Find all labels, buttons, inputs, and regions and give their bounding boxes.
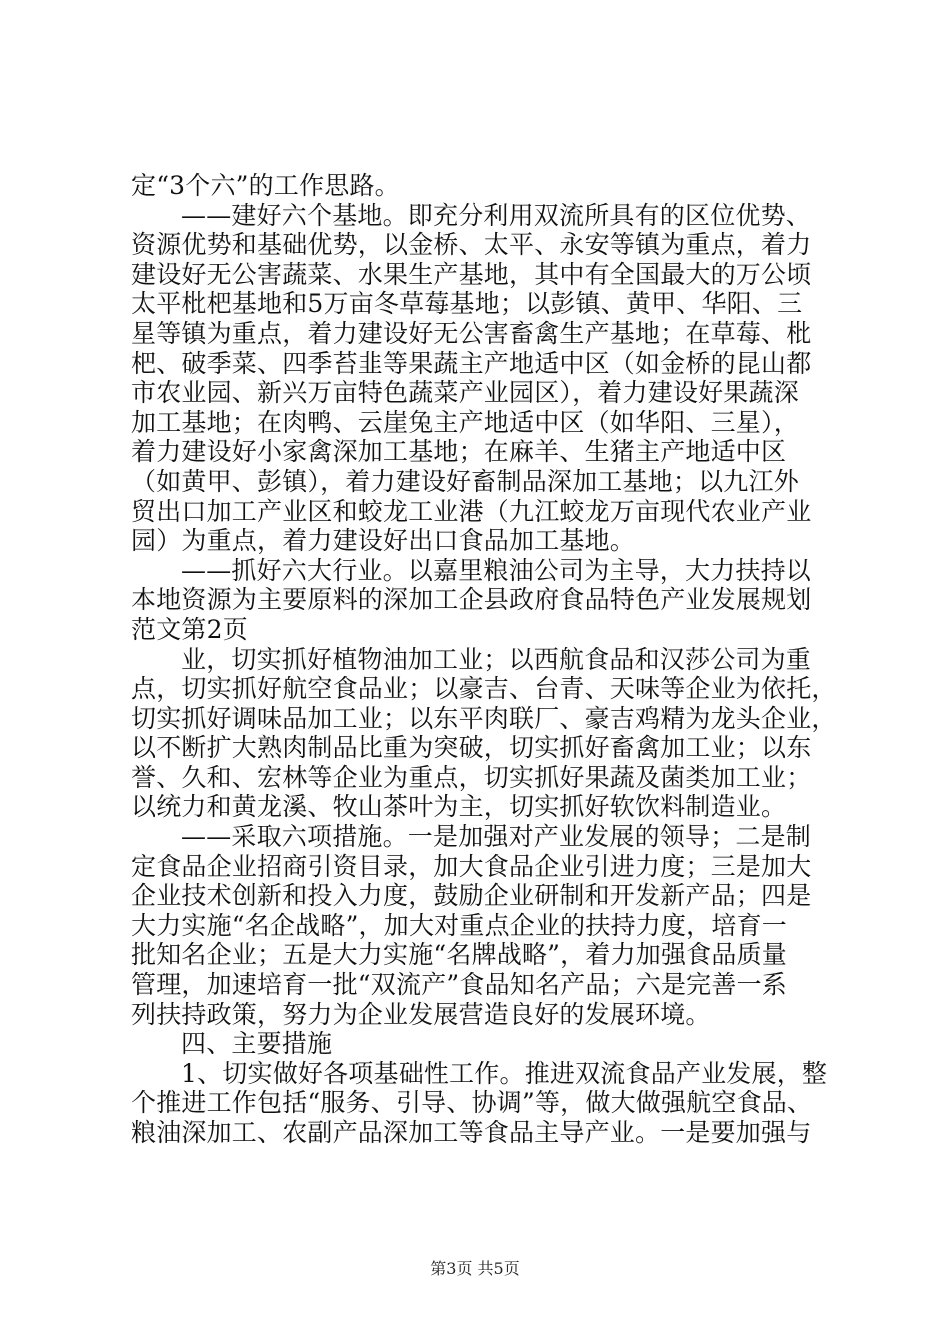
text-line: 资源优势和基础优势，以金桥、太平、永安等镇为重点，着力 [131, 230, 812, 260]
text-line: 本地资源为主要原料的深加工企县政府食品特色产业发展规划 [131, 585, 812, 615]
text-line: 市农业园、新兴万亩特色蔬菜产业园区），着力建设好果蔬深 [131, 378, 799, 408]
text-line: ——抓好六大行业。以嘉里粮油公司为主导，大力扶持以 [181, 555, 812, 585]
text-line: 园）为重点，着力建设好出口食品加工基地。 [131, 526, 636, 556]
text-line: 切实抓好调味品加工业；以东平肉联厂、豪吉鸡精为龙头企业， [131, 703, 837, 733]
page-footer: 第3页 共5页 [430, 1259, 520, 1278]
text-line: 太平枇杷基地和5万亩冬草莓基地；以彭镇、黄甲、华阳、三 [131, 289, 803, 319]
text-line: 杷、破季菜、四季苔韭等果蔬主产地适中区（如金桥的昆山都 [131, 348, 812, 378]
text-line: 以不断扩大熟肉制品比重为突破，切实抓好畜禽加工业；以东 [131, 733, 812, 763]
text-line: ——建好六个基地。即充分利用双流所具有的区位优势、 [181, 200, 812, 230]
text-line: 定食品企业招商引资目录，加大食品企业引进力度；三是加大 [131, 851, 812, 881]
text-line: 批知名企业；五是大力实施“名牌战略”，着力加强食品质量 [131, 940, 787, 970]
text-line: 建设好无公害蔬菜、水果生产基地，其中有全国最大的万公顷 [131, 259, 812, 289]
text-line: 业，切实抓好植物油加工业；以西航食品和汉莎公司为重 [181, 644, 812, 674]
text-line: 誉、久和、宏林等企业为重点，切实抓好果蔬及菌类加工业； [131, 762, 812, 792]
text-line: 粮油深加工、农副产品深加工等食品主导产业。一是要加强与 [131, 1118, 812, 1147]
text-line: 大力实施“名企战略”，加大对重点企业的扶持力度，培育一 [131, 910, 787, 940]
text-line: 贸出口加工产业区和蛟龙工业港（九江蛟龙万亩现代农业产业 [131, 496, 812, 526]
text-line: 1、切实做好各项基础性工作。推进双流食品产业发展，整 [181, 1058, 828, 1088]
text-line: （如黄甲、彭镇），着力建设好畜制品深加工基地；以九江外 [131, 466, 799, 496]
text-line: 四、主要措施 [181, 1029, 333, 1059]
text-line: 着力建设好小家禽深加工基地；在麻羊、生猪主产地适中区 [131, 437, 787, 467]
text-line: ——采取六项措施。一是加强对产业发展的领导；二是制 [181, 822, 812, 852]
text-line: 个推进工作包括“服务、引导、协调”等，做大做强航空食品、 [131, 1088, 813, 1118]
text-line: 以统力和黄龙溪、牧山茶叶为主，切实抓好软饮料制造业。 [131, 792, 787, 822]
text-line: 范文第2页 [131, 614, 248, 644]
text-line: 管理，加速培育一批“双流产”食品知名产品；六是完善一系 [131, 970, 787, 1000]
text-line: 定“3个六”的工作思路。 [131, 171, 400, 200]
text-line: 列扶持政策，努力为企业发展营造良好的发展环境。 [131, 999, 711, 1029]
document-body [131, 171, 837, 1148]
text-line: 点，切实抓好航空食品业；以豪吉、台青、天味等企业为依托， [131, 674, 837, 704]
text-line: 加工基地；在肉鸭、云崖兔主产地适中区（如华阳、三星）， [131, 407, 799, 437]
text-line: 星等镇为重点，着力建设好无公害畜禽生产基地；在草莓、枇 [131, 318, 812, 348]
text-line: 企业技术创新和投入力度，鼓励企业研制和开发新产品；四是 [131, 881, 812, 911]
